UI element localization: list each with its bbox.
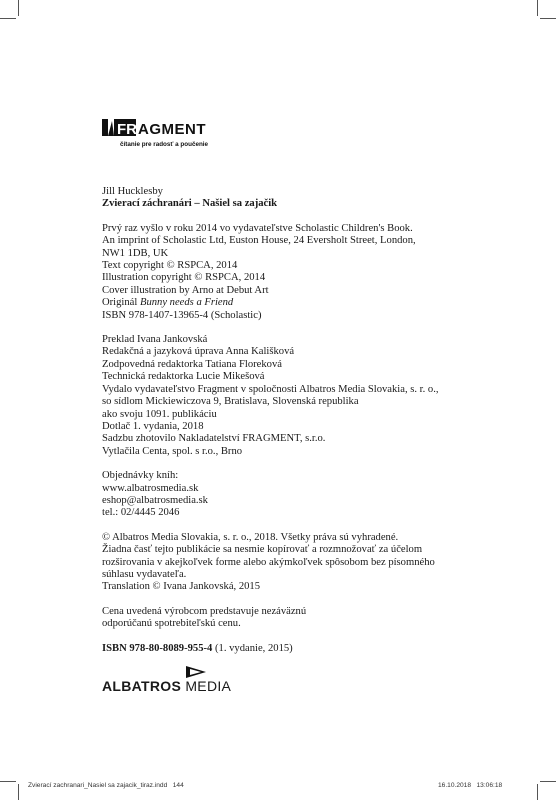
crop-mark (540, 18, 556, 19)
fragment-logo (102, 117, 272, 167)
price-note: Cena uvedená výrobcom predstavuje nezáväznú (102, 605, 307, 617)
albatros-wordmark: ALBATROS MEDIA (102, 678, 232, 694)
book-title: Zvierací záchranári – Našiel sa zajačik (102, 198, 278, 210)
crop-mark (18, 784, 19, 800)
imprint-text (102, 186, 522, 655)
staff-line: Redakčná a jazyková úprava Anna Kališková (102, 346, 295, 358)
credit-line: Prvý raz vyšlo v roku 2014 vo vydavateľstve Scholastic Children's Book. (102, 222, 413, 234)
original-title: Originál Bunny needs a Friend (102, 297, 234, 309)
crop-mark (537, 0, 538, 16)
author: Jill Hucklesby (102, 186, 163, 197)
staff-line: Zodpovedná redaktorka Tatiana Floreková (102, 358, 282, 370)
credit-line: An imprint of Scholastic Ltd, Euston House, 24 Eversholt Street, London, (102, 235, 416, 247)
crop-mark (540, 781, 556, 782)
crop-mark (537, 784, 538, 800)
staff-line: Technická redaktorka Lucie Mikešová (102, 371, 265, 383)
footer-page: 144 (172, 782, 184, 789)
credit-line: Text copyright © RSPCA, 2014 (102, 260, 238, 272)
rights-line: Žiadna časť tejto publikácie sa nesmie kopírovať a rozmnožovať za účelom (102, 544, 423, 556)
staff-line: ako svoju 1091. publikáciu (102, 408, 217, 420)
crop-mark (18, 0, 19, 16)
footer-timestamp: 16.10.2018 13:06:18 (438, 782, 503, 789)
rights-line: Translation © Ivana Jankovská, 2015 (102, 581, 261, 593)
svg-text:AGMENT: AGMENT (138, 121, 206, 138)
email-link[interactable]: eshop@albatrosmedia.sk (102, 494, 208, 506)
staff-line: Vydalo vydavateľstvo Fragment v spoločnosti Albatros Media Slovakia, s. r. o., (102, 383, 439, 395)
orders-heading: Objednávky kníh: (102, 470, 179, 482)
fragment-tagline: čítanie pre radosť a poučenie (120, 141, 209, 148)
phone-number: tel.: 02/4445 2046 (102, 507, 180, 519)
staff-line: Sadzbu zhotovilo Nakladatelství FRAGMENT, s.r.o. (102, 433, 326, 445)
staff-line: Vytlačila Centa, spol. s r.o., Brno (102, 445, 243, 457)
isbn-main: ISBN 978-80-8089-955-4 (1. vydanie, 2015) (102, 642, 293, 654)
credit-line: Illustration copyright © RSPCA, 2014 (102, 272, 266, 284)
staff-line: Dotlač 1. vydania, 2018 (102, 420, 204, 432)
isbn-original: ISBN 978-1407-13965-4 (Scholastic) (102, 309, 262, 321)
crop-mark (0, 781, 16, 782)
footer-filename: Zvierací zachranari_Nasiel sa zajacik_tiraz.indd 144 (28, 782, 184, 789)
crop-mark (0, 18, 16, 19)
staff-line: so sídlom Mickiewiczova 9, Bratislava, Slovenská republika (102, 396, 359, 408)
website-link[interactable]: www.albatrosmedia.sk (102, 482, 199, 494)
rights-line: © Albatros Media Slovakia, s. r. o., 2018. Všetky práva sú vyhradené. (102, 531, 399, 543)
staff-line: Preklad Ivana Jankovská (102, 334, 208, 346)
credit-line: NW1 1DB, UK (102, 247, 169, 259)
price-note: odporúčanú spotrebiteľskú cenu. (102, 618, 241, 630)
svg-text:FR: FR (117, 121, 137, 138)
rights-line: súhlasu vydavateľa. (102, 568, 187, 580)
rights-line: rozširovania v akejkoľvek forme alebo akýmkoľvek spôsobom bez písomného (102, 556, 435, 568)
albatros-media-logo (102, 664, 252, 696)
credit-line: Cover illustration by Arno at Debut Art (102, 284, 269, 296)
